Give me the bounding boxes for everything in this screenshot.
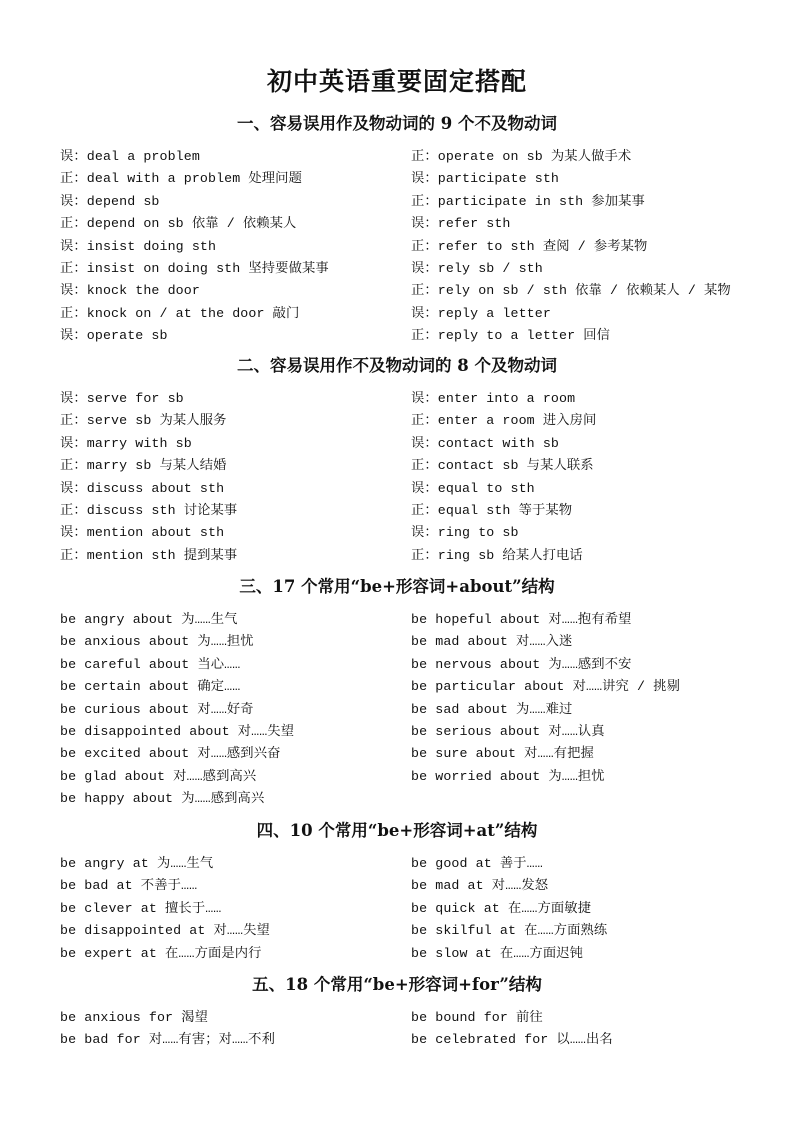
entry-line: 误：knock the door — [60, 283, 200, 299]
section-be-adj-for — [0, 974, 794, 1052]
entry-line: 正：equal sth 等于某物 — [411, 502, 573, 518]
left-column — [60, 1007, 405, 1052]
right-column — [411, 1007, 751, 1052]
entry-line: be angry about 为……生气 — [60, 612, 238, 627]
entry-line: 正：deal with a problem 处理问题 — [60, 171, 302, 187]
section-title: 五、18 个常用“be+形容词+for”结构 — [252, 975, 542, 994]
section-be-adj-about — [0, 576, 794, 811]
entry-line: be angry at 为……生气 — [60, 856, 214, 871]
entry-line: 误：serve for sb — [60, 391, 184, 406]
entry-line: 正：refer to sth 查阅 / 参考某物 — [411, 238, 648, 254]
entry-line: 正：mention sth 提到某事 — [60, 547, 238, 563]
entry-line: 误：marry with sb — [60, 435, 192, 451]
entry-line: 误：reply a letter — [411, 305, 551, 321]
section-title: 一、容易误用作及物动词的 9 个不及物动词 — [237, 114, 557, 133]
entry-line: 正：enter a room 进入房间 — [411, 413, 597, 429]
entry-line: 正：insist on doing sth 坚持要做某事 — [60, 260, 329, 276]
entry-line: be certain about 确定…… — [60, 679, 241, 695]
left-column — [60, 388, 405, 567]
entry-line: be bad at 不善于…… — [60, 878, 198, 894]
entry-line: be glad about 对……感到高兴 — [60, 768, 257, 784]
entry-line: 正：operate on sb 为某人做手术 — [411, 149, 632, 164]
entry-line: 误：participate sth — [411, 171, 559, 187]
entry-line: be celebrated for 以……出名 — [411, 1032, 613, 1048]
right-column — [411, 609, 751, 788]
entry-line: be sad about 为……难过 — [411, 701, 573, 717]
section-entries — [0, 388, 794, 567]
entry-line: be curious about 对……好奇 — [60, 701, 254, 717]
entry-line: be skilful at 在……方面熟练 — [411, 923, 608, 939]
entry-line: 误：operate sb — [60, 328, 168, 344]
entry-line: 误：rely sb / sth — [411, 260, 543, 276]
left-column — [60, 609, 405, 811]
entry-line: be slow at 在……方面迟钝 — [411, 945, 584, 961]
entry-line: be serious about 对……认真 — [411, 723, 605, 739]
entry-line: 误：discuss about sth — [60, 480, 225, 496]
entry-line: 正：discuss sth 讨论某事 — [60, 502, 238, 518]
section-be-adj-at — [0, 820, 794, 965]
entry-line: 正：knock on / at the door 敲门 — [60, 305, 300, 321]
section-title: 二、容易误用作不及物动词的 8 个及物动词 — [237, 356, 557, 375]
entry-line: 正：participate in sth 参加某事 — [411, 193, 645, 209]
right-column — [411, 146, 751, 348]
section-entries — [0, 853, 794, 965]
entry-line: be worried about 为……担忧 — [411, 768, 605, 784]
entry-line: 正：ring sb 给某人打电话 — [411, 547, 583, 563]
entry-line: be particular about 对……讲究 / 挑剔 — [411, 679, 680, 695]
right-column — [411, 388, 751, 567]
section-transitive-verbs — [0, 355, 794, 567]
entry-line: be disappointed at 对……失望 — [60, 923, 270, 939]
section-entries — [0, 1007, 794, 1052]
entry-line: be happy about 为……感到高兴 — [60, 791, 265, 807]
entry-line: 误：depend sb — [60, 193, 160, 209]
section-entries — [0, 146, 794, 348]
entry-line: be clever at 擅长于…… — [60, 900, 222, 916]
entry-line: 正：contact sb 与某人联系 — [411, 458, 594, 474]
entry-line: 正：reply to a letter 回信 — [411, 328, 611, 344]
entry-line: be hopeful about 对……抱有希望 — [411, 612, 632, 627]
section-title: 四、10 个常用“be+形容词+at”结构 — [256, 821, 538, 840]
entry-line: be careful about 当心…… — [60, 656, 241, 672]
entry-line: 正：depend on sb 依靠 / 依赖某人 — [60, 216, 297, 232]
entry-line: be mad about 对……入迷 — [411, 634, 573, 650]
entry-line: be anxious for 渴望 — [60, 1010, 208, 1025]
section-title: 三、17 个常用“be+形容词+about”结构 — [239, 577, 555, 596]
section-intransitive-verbs — [0, 113, 794, 348]
entry-line: 误：enter into a room — [411, 391, 576, 406]
left-column — [60, 146, 405, 348]
entry-line: be quick at 在……方面敏捷 — [411, 900, 592, 916]
entry-line: be sure about 对……有把握 — [411, 746, 594, 762]
entry-line: be mad at 对……发怒 — [411, 878, 549, 894]
entry-line: 误：refer sth — [411, 216, 511, 232]
entry-line: 误：equal to sth — [411, 480, 535, 496]
entry-line: be bad for 对……有害；对……不利 — [60, 1032, 275, 1048]
entry-line: be disappointed about 对……失望 — [60, 723, 295, 739]
entry-line: 误：contact with sb — [411, 435, 559, 451]
entry-line: 误：ring to sb — [411, 525, 519, 541]
entry-line: be bound for 前往 — [411, 1010, 543, 1025]
entry-line: 正：rely on sb / sth 依靠 / 依赖某人 / 某物 — [411, 283, 731, 299]
entry-line: be good at 善于…… — [411, 856, 543, 871]
entry-line: be excited about 对……感到兴奋 — [60, 746, 281, 762]
entry-line: be nervous about 为……感到不安 — [411, 656, 632, 672]
section-entries — [0, 609, 794, 811]
entry-line: be anxious about 为……担忧 — [60, 634, 254, 650]
left-column — [60, 853, 405, 965]
entry-line: 正：serve sb 为某人服务 — [60, 413, 227, 429]
entry-line: 误：insist doing sth — [60, 238, 217, 254]
document-title: 初中英语重要固定搭配 — [266, 67, 527, 96]
entry-line: 正：marry sb 与某人结婚 — [60, 458, 227, 474]
entry-line: 误：deal a problem — [60, 149, 200, 164]
entry-line: be expert at 在……方面是内行 — [60, 945, 262, 961]
right-column — [411, 853, 751, 965]
entry-line: 误：mention about sth — [60, 525, 225, 541]
